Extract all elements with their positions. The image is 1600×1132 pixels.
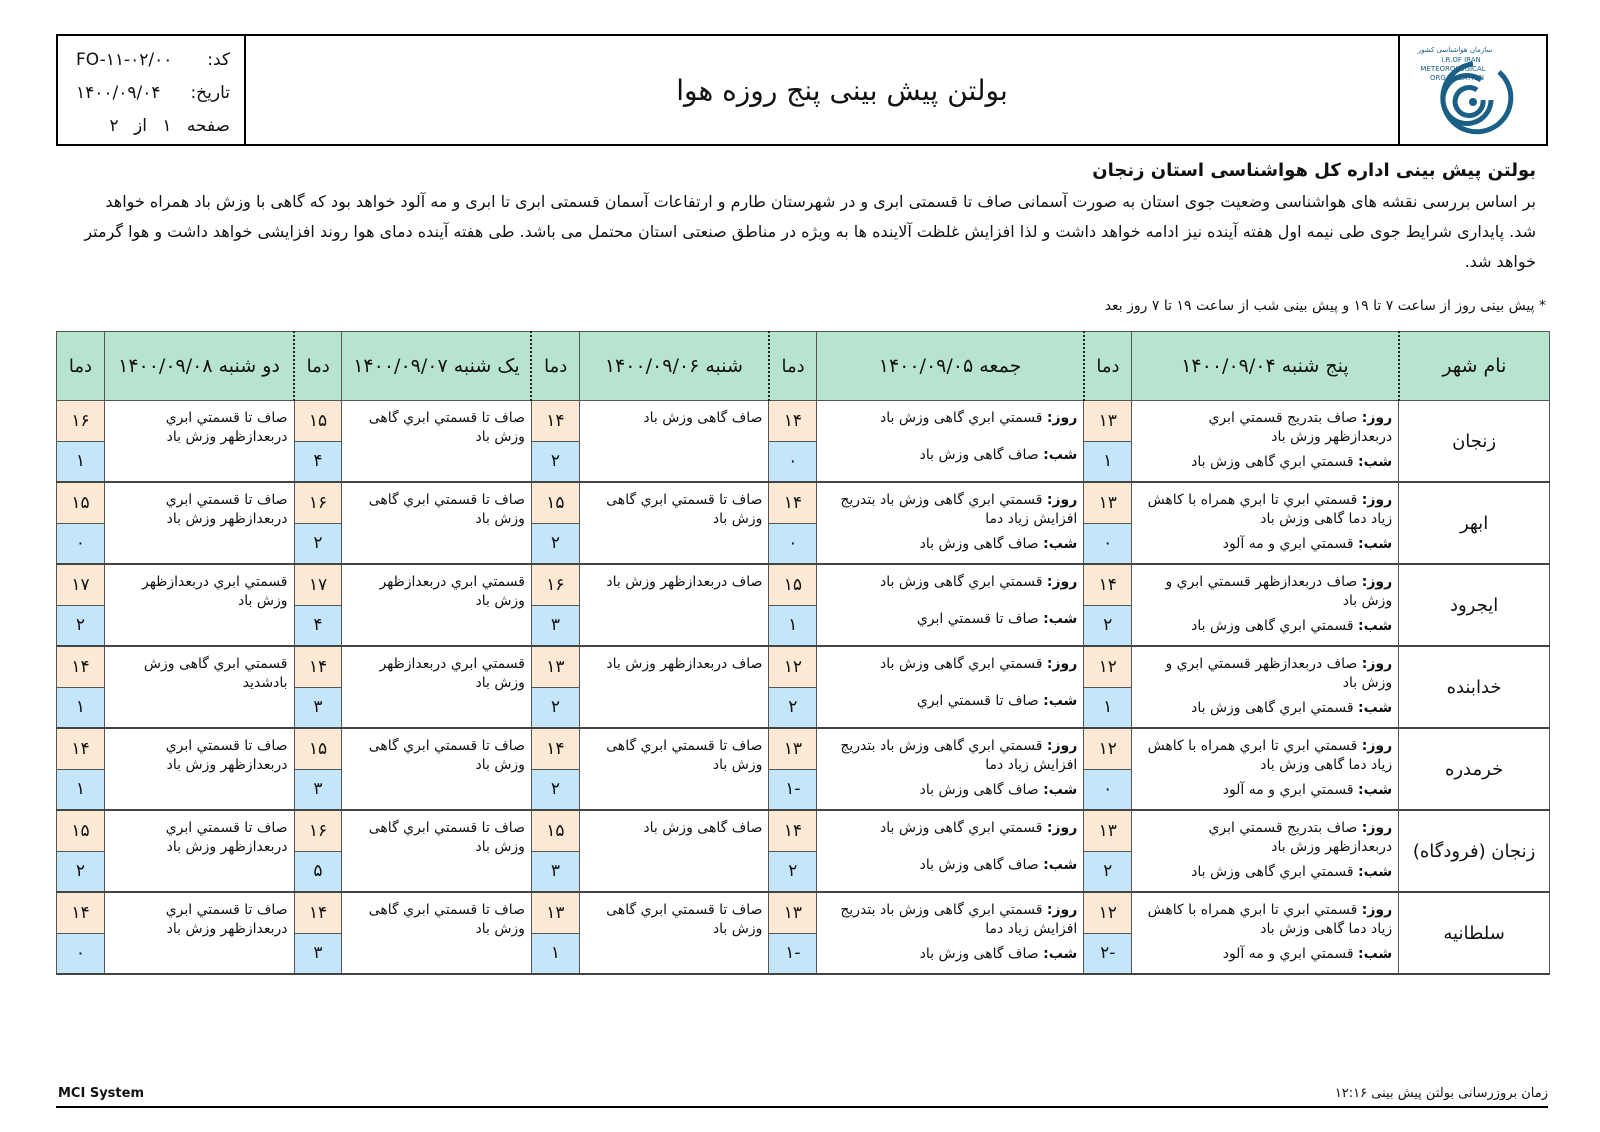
max-temp: ۱۵	[532, 483, 579, 524]
day-forecast	[1138, 655, 1392, 693]
night-forecast	[823, 610, 1077, 629]
night-forecast	[1138, 863, 1392, 882]
temperature-cell	[769, 892, 817, 974]
forecast-text: صاف تا قسمتي ابري گاهی وزش باد	[342, 401, 532, 483]
forecast-text: صاف دربعدازظهر وزش باد	[579, 646, 769, 728]
forecast-text: صاف تا قسمتي ابري دربعدازظهر وزش باد	[104, 401, 294, 483]
night-text: قسمتي ابري گاهی وزش باد	[1191, 864, 1354, 880]
night-text: صاف گاهی وزش باد	[919, 946, 1039, 962]
min-temp: ۳	[532, 852, 579, 892]
min-temp: ۳	[532, 606, 579, 646]
min-temp: ۲	[57, 852, 104, 892]
temperature-cell	[57, 482, 105, 564]
temperature-cell	[1084, 401, 1132, 483]
day-text: صاف دربعدازظهر قسمتي ابري و وزش باد	[1165, 574, 1393, 609]
max-temp: ۱۲	[1084, 729, 1131, 770]
day-label: روز:	[1046, 820, 1078, 836]
day-label: روز:	[1361, 902, 1393, 918]
min-temp: ۰	[57, 524, 104, 564]
min-temp: -۱	[769, 934, 816, 974]
day-text: قسمتي ابري گاهی وزش باد	[879, 656, 1043, 672]
day-label: روز:	[1361, 656, 1393, 672]
day-text: قسمتي ابري گاهی وزش باد بتدريج افزايش زياد دما	[840, 902, 1078, 937]
max-temp: ۱۶	[295, 811, 342, 852]
day-forecast	[823, 491, 1077, 529]
night-text: قسمتي ابري گاهی وزش باد	[1191, 618, 1354, 634]
night-text: صاف تا قسمتي ابري	[916, 611, 1039, 627]
min-temp: ۱	[57, 688, 104, 728]
max-temp: ۱۵	[57, 811, 104, 852]
night-forecast	[823, 692, 1077, 711]
min-temp: ۰	[769, 524, 816, 564]
night-forecast	[1138, 945, 1392, 964]
max-temp: ۱۷	[57, 565, 104, 606]
temperature-cell	[1084, 564, 1132, 646]
day-text: قسمتي ابري گاهی وزش باد بتدريج افزايش زياد دما	[840, 492, 1078, 527]
min-temp: ۱	[57, 442, 104, 482]
night-label: شب:	[1043, 946, 1078, 962]
forecast-text: صاف تا قسمتي ابري دربعدازظهر وزش باد	[104, 482, 294, 564]
max-temp: ۱۷	[295, 565, 342, 606]
max-temp: ۱۳	[1084, 811, 1131, 852]
day-label: روز:	[1361, 410, 1393, 426]
temperature-cell	[531, 810, 579, 892]
night-text: قسمتي ابري و مه آلود	[1222, 536, 1354, 552]
max-temp: ۱۲	[769, 647, 816, 688]
day-forecast	[1138, 737, 1392, 775]
day-label: روز:	[1361, 820, 1393, 836]
min-temp: ۱	[1084, 688, 1131, 728]
night-forecast	[1138, 699, 1392, 718]
night-label: شب:	[1043, 857, 1078, 873]
logo-text-2: METEOROLOGICAL	[1420, 65, 1486, 73]
city-name: زنجان (فرودگاه)	[1399, 810, 1550, 892]
max-temp: ۱۳	[769, 893, 816, 934]
max-temp: ۱۶	[295, 483, 342, 524]
temperature-cell	[531, 482, 579, 564]
max-temp: ۱۴	[295, 893, 342, 934]
night-label: شب:	[1357, 618, 1393, 634]
day-column-header: شنبه ۱۴۰۰/۰۹/۰۶	[579, 332, 769, 401]
min-temp: ۲	[57, 606, 104, 646]
max-temp: ۱۳	[769, 729, 816, 770]
day-label: روز:	[1361, 574, 1393, 590]
night-forecast	[823, 856, 1077, 875]
night-label: شب:	[1043, 536, 1078, 552]
forecast-day-night	[1132, 646, 1399, 728]
forecast-day-night	[817, 728, 1084, 810]
temp-column-header: دما	[531, 332, 579, 401]
date-value: ۱۴۰۰/۰۹/۰۴	[76, 83, 161, 103]
city-column-header: نام شهر	[1399, 332, 1550, 401]
day-text: قسمتي ابري گاهی وزش باد	[879, 820, 1043, 836]
logo-text-3: ORGANIZATION	[1429, 74, 1485, 82]
city-name: زنجان	[1399, 401, 1550, 483]
intro-heading: بولتن پیش بینی اداره کل هواشناسی استان زنجان	[1092, 160, 1536, 181]
temperature-cell	[294, 646, 342, 728]
max-temp: ۱۴	[532, 401, 579, 442]
min-temp: ۲	[1084, 852, 1131, 892]
day-label: روز:	[1046, 902, 1078, 918]
forecast-day-night	[1132, 892, 1399, 974]
document-meta	[58, 36, 246, 144]
night-text: صاف گاهی وزش باد	[919, 782, 1039, 798]
update-time: زمان بروزرسانی بولتن پیش بینی ۱۲:۱۶	[1334, 1086, 1548, 1101]
temperature-cell	[769, 810, 817, 892]
max-temp: ۱۴	[295, 647, 342, 688]
night-text: صاف تا قسمتي ابري	[916, 693, 1039, 709]
min-temp: ۲	[532, 770, 579, 810]
forecast-day-night	[1132, 482, 1399, 564]
max-temp: ۱۳	[532, 893, 579, 934]
day-label: روز:	[1046, 574, 1078, 590]
max-temp: ۱۴	[532, 729, 579, 770]
temperature-cell	[57, 646, 105, 728]
night-label: شب:	[1043, 611, 1078, 627]
night-label: شب:	[1357, 946, 1393, 962]
day-forecast	[823, 901, 1077, 939]
day-text: قسمتي ابري گاهی وزش باد بتدريج افزايش زياد دما	[840, 738, 1078, 773]
temp-column-header: دما	[57, 332, 105, 401]
max-temp: ۱۴	[57, 893, 104, 934]
min-temp: ۲	[769, 688, 816, 728]
night-forecast	[823, 535, 1077, 554]
temperature-cell	[769, 728, 817, 810]
max-temp: ۱۴	[57, 729, 104, 770]
temperature-cell	[294, 892, 342, 974]
night-text: صاف گاهی وزش باد	[919, 536, 1039, 552]
day-text: قسمتي ابري تا ابري همراه با كاهش زياد دما گاهی وزش باد	[1147, 902, 1393, 937]
max-temp: ۱۳	[1084, 483, 1131, 524]
forecast-text: قسمتي ابري دربعدازظهر وزش باد	[342, 564, 532, 646]
forecast-text: صاف تا قسمتي ابري گاهی وزش باد	[579, 892, 769, 974]
min-temp: ۱	[57, 770, 104, 810]
date-label: تاریخ:	[190, 83, 230, 103]
min-temp: ۴	[295, 606, 342, 646]
page-footer	[56, 1086, 1548, 1108]
logo-text-1: I.R.OF IRAN	[1441, 56, 1481, 64]
max-temp: ۱۲	[1084, 647, 1131, 688]
max-temp: ۱۴	[769, 401, 816, 442]
city-name: خدابنده	[1399, 646, 1550, 728]
forecast-day-night	[817, 810, 1084, 892]
night-label: شب:	[1357, 782, 1393, 798]
max-temp: ۱۴	[769, 811, 816, 852]
max-temp: ۱۴	[57, 647, 104, 688]
max-temp: ۱۴	[1084, 565, 1131, 606]
night-label: شب:	[1043, 782, 1078, 798]
forecast-text: صاف تا قسمتي ابري دربعدازظهر وزش باد	[104, 728, 294, 810]
forecast-text: صاف تا قسمتي ابري گاهی وزش باد	[342, 810, 532, 892]
night-text: قسمتي ابري و مه آلود	[1222, 782, 1354, 798]
logo	[1398, 36, 1546, 144]
min-temp: ۳	[295, 934, 342, 974]
night-forecast	[1138, 453, 1392, 472]
night-label: شب:	[1357, 864, 1393, 880]
min-temp: ۴	[295, 442, 342, 482]
max-temp: ۱۵	[295, 729, 342, 770]
day-forecast	[823, 655, 1077, 674]
table-row	[57, 728, 1550, 810]
forecast-day-night	[1132, 810, 1399, 892]
temperature-cell	[57, 728, 105, 810]
table-row	[57, 564, 1550, 646]
temp-column-header: دما	[769, 332, 817, 401]
max-temp: ۱۵	[295, 401, 342, 442]
min-temp: ۲	[295, 524, 342, 564]
min-temp: ۲	[532, 524, 579, 564]
logo-text-fa: سازمان هواشناسی کشور	[1417, 46, 1493, 54]
intro-section	[80, 160, 1536, 277]
min-temp: ۱	[1084, 442, 1131, 482]
temperature-cell	[294, 482, 342, 564]
meteorological-organization-logo	[1403, 38, 1543, 142]
night-forecast	[823, 945, 1077, 964]
min-temp: ۲	[532, 442, 579, 482]
page-number: صفحه ۱ از ۲	[109, 116, 230, 136]
city-name: سلطانیه	[1399, 892, 1550, 974]
night-forecast	[823, 446, 1077, 465]
intro-body: بر اساس بررسی نقشه های هواشناسی وضعیت جوی استان به صورت آسمانی صاف تا قسمتی ابری و در شهرستان طارم و ارتفاعات آسمان قسمتی ابری تا ابری و مه آلود خواهد بود که گاهی با وزش باد همراه خواهد شد. پایداری شرایط جوی طی نیمه اول هفته آینده نیز ادامه خواهد داشت و لذا افزایش غلظت آلاینده ها به ویژه در مناطق صنعتی استان محتمل می باشد. طی هفته آینده دمای هوا روند افزایشی خواهد داشت و هوا گرمتر خواهد شد.	[84, 192, 1536, 271]
temperature-cell	[769, 482, 817, 564]
day-forecast	[1138, 819, 1392, 857]
temperature-cell	[1084, 810, 1132, 892]
forecast-text: صاف گاهی وزش باد	[579, 401, 769, 483]
night-text: قسمتي ابري و مه آلود	[1222, 946, 1354, 962]
temperature-cell	[1084, 482, 1132, 564]
min-temp: ۵	[295, 852, 342, 892]
forecast-day-night	[1132, 564, 1399, 646]
max-temp: ۱۵	[769, 565, 816, 606]
forecast-text: صاف تا قسمتي ابري گاهی وزش باد	[579, 728, 769, 810]
day-forecast	[1138, 409, 1392, 447]
table-row	[57, 892, 1550, 974]
max-temp: ۱۴	[769, 483, 816, 524]
temperature-cell	[531, 646, 579, 728]
forecast-day-night	[817, 564, 1084, 646]
forecast-text: قسمتي ابري گاهی وزش بادشديد	[104, 646, 294, 728]
temperature-cell	[531, 564, 579, 646]
max-temp: ۱۲	[1084, 893, 1131, 934]
city-name: خرمدره	[1399, 728, 1550, 810]
night-forecast	[1138, 781, 1392, 800]
forecast-text: صاف گاهی وزش باد	[579, 810, 769, 892]
day-forecast	[823, 819, 1077, 838]
night-text: صاف گاهی وزش باد	[919, 447, 1039, 463]
forecast-text: صاف تا قسمتي ابري گاهی وزش باد	[342, 892, 532, 974]
day-text: صاف دربعدازظهر قسمتي ابري و وزش باد	[1165, 656, 1393, 691]
forecast-day-night	[817, 646, 1084, 728]
temperature-cell	[294, 810, 342, 892]
forecast-table	[56, 331, 1550, 975]
forecast-day-night	[817, 401, 1084, 483]
min-temp: ۰	[1084, 770, 1131, 810]
code-row	[76, 44, 230, 77]
day-forecast	[1138, 491, 1392, 529]
temperature-cell	[769, 401, 817, 483]
code-label: کد:	[207, 50, 230, 70]
date-row	[76, 77, 230, 110]
forecast-text: صاف دربعدازظهر وزش باد	[579, 564, 769, 646]
system-name: MCI System	[58, 1086, 144, 1101]
forecast-day-night	[1132, 728, 1399, 810]
forecast-text: صاف تا قسمتي ابري دربعدازظهر وزش باد	[104, 892, 294, 974]
night-text: صاف گاهی وزش باد	[919, 857, 1039, 873]
temperature-cell	[769, 646, 817, 728]
night-forecast	[1138, 535, 1392, 554]
day-label: روز:	[1046, 656, 1078, 672]
max-temp: ۱۵	[532, 811, 579, 852]
day-column-header: پنج شنبه ۱۴۰۰/۰۹/۰۴	[1132, 332, 1399, 401]
temperature-cell	[57, 810, 105, 892]
day-text: صاف بتدريج قسمتي ابري دربعدازظهر وزش باد	[1208, 410, 1393, 445]
night-forecast	[823, 781, 1077, 800]
max-temp: ۱۵	[57, 483, 104, 524]
temperature-cell	[57, 401, 105, 483]
temperature-cell	[531, 728, 579, 810]
temperature-cell	[531, 401, 579, 483]
day-forecast	[1138, 573, 1392, 611]
forecast-day-night	[817, 482, 1084, 564]
forecast-text: قسمتي ابري دربعدازظهر وزش باد	[104, 564, 294, 646]
min-temp: ۱	[532, 934, 579, 974]
table-header-row	[57, 332, 1550, 401]
min-temp: -۱	[769, 770, 816, 810]
temperature-cell	[769, 564, 817, 646]
day-forecast	[823, 409, 1077, 428]
temperature-cell	[531, 892, 579, 974]
temperature-cell	[1084, 728, 1132, 810]
forecast-day-night	[817, 892, 1084, 974]
min-temp: ۲	[532, 688, 579, 728]
temperature-cell	[294, 564, 342, 646]
day-text: قسمتي ابري تا ابري همراه با كاهش زياد دما گاهی وزش باد	[1147, 492, 1393, 527]
day-label: روز:	[1361, 492, 1393, 508]
temperature-cell	[1084, 646, 1132, 728]
forecast-text: صاف تا قسمتي ابري گاهی وزش باد	[342, 728, 532, 810]
city-name: ایجرود	[1399, 564, 1550, 646]
day-label: روز:	[1361, 738, 1393, 754]
table-row	[57, 646, 1550, 728]
temperature-cell	[57, 564, 105, 646]
day-label: روز:	[1046, 492, 1078, 508]
temperature-cell	[294, 728, 342, 810]
min-temp: ۲	[769, 852, 816, 892]
max-temp: ۱۳	[532, 647, 579, 688]
night-label: شب:	[1357, 454, 1393, 470]
table-row	[57, 482, 1550, 564]
night-text: قسمتي ابري گاهی وزش باد	[1191, 454, 1354, 470]
day-column-header: دو شنبه ۱۴۰۰/۰۹/۰۸	[104, 332, 294, 401]
day-forecast	[1138, 901, 1392, 939]
forecast-day-night	[1132, 401, 1399, 483]
night-forecast	[1138, 617, 1392, 636]
max-temp: ۱۳	[1084, 401, 1131, 442]
code-value: FO-۱۱-۰۲/۰۰	[76, 50, 173, 70]
night-label: شب:	[1043, 693, 1078, 709]
min-temp: ۰	[1084, 524, 1131, 564]
min-temp: ۱	[769, 606, 816, 646]
day-column-header: یک شنبه ۱۴۰۰/۰۹/۰۷	[342, 332, 532, 401]
day-text: قسمتي ابري تا ابري همراه با كاهش زياد دما گاهی وزش باد	[1147, 738, 1393, 773]
night-label: شب:	[1043, 447, 1078, 463]
forecast-text: صاف تا قسمتي ابري گاهی وزش باد	[342, 482, 532, 564]
day-forecast	[823, 573, 1077, 592]
min-temp: -۲	[1084, 934, 1131, 974]
table-row	[57, 810, 1550, 892]
min-temp: ۰	[769, 442, 816, 482]
day-label: روز:	[1046, 738, 1078, 754]
max-temp: ۱۶	[532, 565, 579, 606]
temp-column-header: دما	[294, 332, 342, 401]
day-text: قسمتي ابري گاهی وزش باد	[879, 574, 1043, 590]
bulletin-header	[56, 34, 1548, 146]
night-label: شب:	[1357, 536, 1393, 552]
forecast-text: صاف تا قسمتي ابري گاهی وزش باد	[579, 482, 769, 564]
temp-column-header: دما	[1084, 332, 1132, 401]
page-title: بولتن پیش بینی پنج روزه هوا	[676, 73, 1008, 107]
day-forecast	[823, 737, 1077, 775]
day-text: قسمتي ابري گاهی وزش باد	[879, 410, 1043, 426]
night-text: قسمتي ابري گاهی وزش باد	[1191, 700, 1354, 716]
forecast-note: * پیش بینی روز از ساعت ۷ تا ۱۹ و پیش بینی شب از ساعت ۱۹ تا ۷ روز بعد	[1104, 298, 1546, 314]
night-label: شب:	[1357, 700, 1393, 716]
day-column-header: جمعه ۱۴۰۰/۰۹/۰۵	[817, 332, 1084, 401]
city-name: ابهر	[1399, 482, 1550, 564]
forecast-text: صاف تا قسمتي ابري دربعدازظهر وزش باد	[104, 810, 294, 892]
min-temp: ۰	[57, 934, 104, 974]
day-text: صاف بتدريج قسمتي ابري دربعدازظهر وزش باد	[1208, 820, 1393, 855]
forecast-text: قسمتي ابري دربعدازظهر وزش باد	[342, 646, 532, 728]
min-temp: ۳	[295, 688, 342, 728]
min-temp: ۳	[295, 770, 342, 810]
temperature-cell	[57, 892, 105, 974]
table-row	[57, 401, 1550, 483]
min-temp: ۲	[1084, 606, 1131, 646]
day-label: روز:	[1046, 410, 1078, 426]
temperature-cell	[294, 401, 342, 483]
max-temp: ۱۶	[57, 401, 104, 442]
temperature-cell	[1084, 892, 1132, 974]
